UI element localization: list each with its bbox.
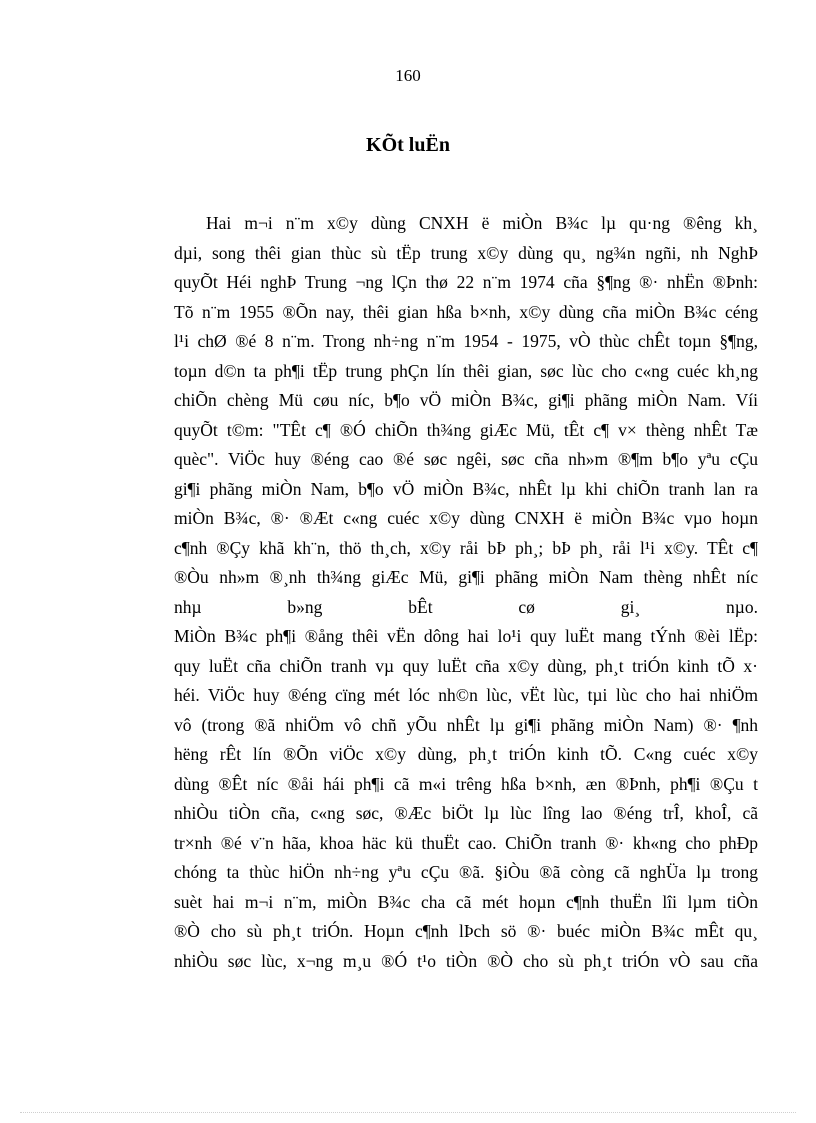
- text-line: quèc". ViÖc huy ®éng cao ®é søc ngêi, søc cña nh»m ®¶m b¶o yªu cÇu: [174, 449, 758, 469]
- text-line: MiÒn B¾c ph¶i ®ång thêi vËn dông hai lo¹i quy luËt mang tÝnh ®èi lËp:: [174, 626, 758, 646]
- text-line: dµi, song thêi gian thùc sù tËp trung x©y dùng qu¸ ng¾n ngñi, nh NghÞ: [174, 242, 758, 263]
- text-line: quyÕt Héi nghÞ Trung ¬ng lÇn thø 22 n¨m 1974 cña §¶ng ®· nhËn ®Þnh:: [174, 272, 758, 292]
- page-number: 160: [395, 66, 421, 85]
- text-line: miÒn B¾c, ®· ®Æt c«ng cuéc x©y dùng CNXH ë miÒn B¾c vµo hoµn: [174, 508, 758, 528]
- text-line: l¹i chØ ®é 8 n¨m. Trong nh÷ng n¨m 1954 - 1975, vÒ thùc chÊt toµn §¶ng,: [174, 331, 758, 351]
- text-line: c¶nh ®Çy khã kh¨n, thö th¸ch, x©y råi bÞ ph¸; bÞ ph¸ råi l¹i x©y. TÊt c¶: [174, 537, 758, 558]
- text-line: quy luËt cña chiÕn tranh vµ quy luËt cña x©y dùng, ph¸t triÓn kinh tÕ x·: [174, 655, 758, 676]
- section-title: KÕt luËn: [366, 134, 450, 156]
- text-line: dùng ®Êt níc ®åi hái ph¶i cã m«i trêng hßa b×nh, æn ®Þnh, ph¶i ®Çu t: [174, 773, 758, 794]
- text-line: chiÕn chèng Mü cøu níc, b¶o vÖ miÒn B¾c, gi¶i phãng miÒn Nam. Víi: [174, 390, 758, 410]
- text-line: vô (trong ®ã nhiÖm vô chñ yÕu nhÊt lµ gi¶i phãng miÒn Nam) ®· ¶nh: [174, 714, 758, 735]
- text-line: quyÕt t©m: "TÊt c¶ ®Ó chiÕn th¾ng giÆc Mü, tÊt c¶ v× thèng nhÊt Tæ: [174, 419, 758, 440]
- text-line: héi. ViÖc huy ®éng cïng mét lóc nh©n lùc, vËt lùc, tµi lùc cho hai nhiÖm: [174, 685, 758, 705]
- text-line: ®Òu nh»m ®¸nh th¾ng giÆc Mü, gi¶i phãng miÒn Nam thèng nhÊt níc: [174, 567, 758, 587]
- body-paragraph: [174, 209, 758, 976]
- page-bottom-divider: [20, 1112, 796, 1113]
- text-line: nhµ b»ng bÊt cø gi¸ nµo.: [174, 596, 758, 617]
- text-line: toµn d©n ta ph¶i tËp trung phÇn lín thêi gian, søc lùc cho c«ng cuéc kh¸ng: [174, 360, 758, 381]
- text-line: hëng rÊt lín ®Õn viÖc x©y dùng, ph¸t triÓn kinh tÕ. C«ng cuéc x©y: [174, 744, 758, 764]
- text-line: Hai m¬i n¨m x©y dùng CNXH ë miÒn B¾c lµ qu·ng ®êng kh¸: [206, 213, 758, 233]
- text-line: tr×nh ®é v¨n hãa, khoa häc kü thuËt cao. ChiÕn tranh ®· kh«ng cho phÐp: [174, 832, 758, 853]
- text-line: ®Ò cho sù ph¸t triÓn. Hoµn c¶nh lÞch sö ®· buéc miÒn B¾c mÊt qu¸: [174, 921, 758, 941]
- text-line: suèt hai m¬i n¨m, miÒn B¾c cha cã mét hoµn c¶nh thuËn lîi lµm tiÒn: [174, 891, 758, 912]
- text-line: gi¶i phãng miÒn Nam, b¶o vÖ miÒn B¾c, nhÊt lµ khi chiÕn tranh lan ra: [174, 478, 758, 499]
- text-line: nhiÒu tiÒn cña, c«ng søc, ®Æc biÖt lµ lùc lîng lao ®éng trÎ, khoÎ, cã: [174, 803, 758, 823]
- text-line: Tõ n¨m 1955 ®Õn nay, thêi gian hßa b×nh, x©y dùng cña miÒn B¾c céng: [174, 301, 758, 322]
- text-line: chóng ta thùc hiÖn nh÷ng yªu cÇu ®ã. §iÒu ®ã còng cã nghÜa lµ trong: [174, 862, 758, 882]
- text-line: nhiÒu søc lùc, x¬ng m¸u ®Ó t¹o tiÒn ®Ò cho sù ph¸t triÓn vÒ sau cña: [174, 950, 758, 971]
